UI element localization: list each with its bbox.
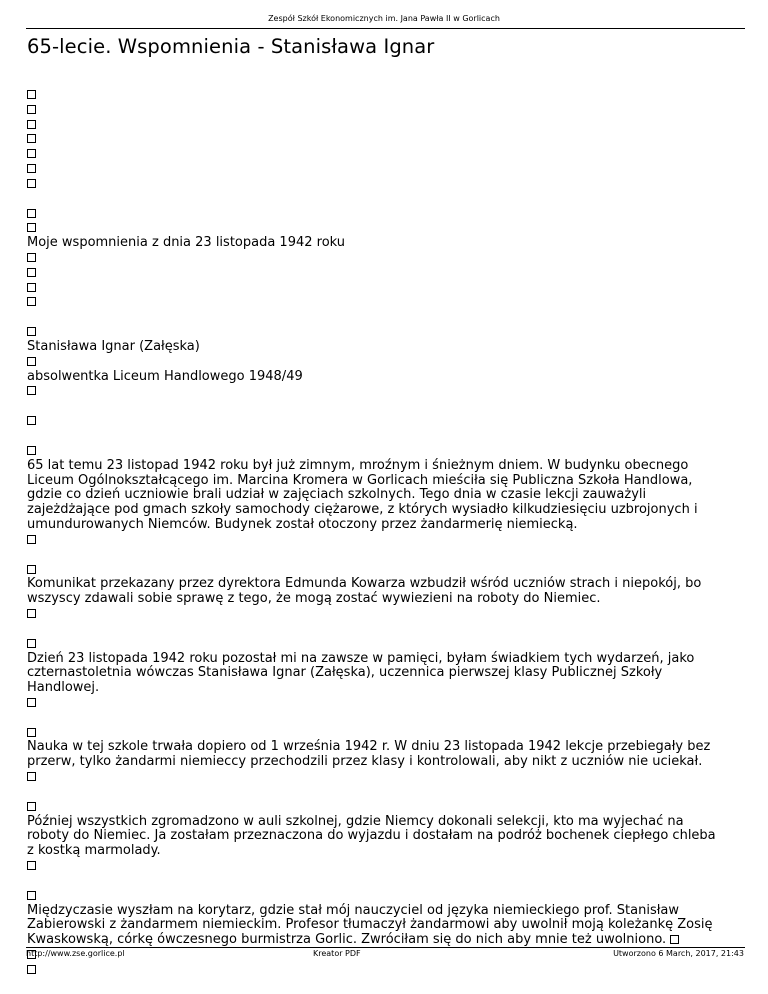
- paragraph-line: Handlowej.: [27, 680, 100, 696]
- paragraph-line: Nauka w tej szkole trwała dopiero od 1 września 1942 r. W dniu 23 listopada 1942 lekcje przebiegały bez: [27, 739, 711, 755]
- author-affiliation: absolwentka Liceum Handlowego 1948/49: [27, 368, 303, 384]
- paragraph-line: zajeżdżające pod gmach szkoły samochody ciężarowe, z których wysiadło kilkudziesięciu uzbrojonych i: [27, 502, 698, 518]
- missing-glyph-box-icon: [27, 728, 36, 737]
- missing-glyph-box-icon: [27, 120, 36, 129]
- missing-glyph-box-icon: [27, 105, 36, 114]
- paragraph-line: z kostką marmolady.: [27, 843, 161, 859]
- paragraph-line: Kwaskowską, córkę ówczesnego burmistrza Gorlic. Zwróciłam się do nich aby mnie też uwolniono.: [27, 932, 667, 948]
- paragraph-line: Zabierowski z żandarmem niemieckim. Profesor tłumaczył żandarmowi aby uwolnił moją koleżankę Zosię: [27, 917, 713, 933]
- missing-glyph-box-icon: [27, 565, 36, 574]
- missing-glyph-box-icon: [27, 90, 36, 99]
- paragraph-line: czternastoletnia wówczas Stanisława Ignar (Załęska), uczennica pierwszej klasy Publicznej Szkoły: [27, 665, 663, 681]
- missing-glyph-box-icon: [27, 535, 36, 544]
- missing-glyph-box-icon: [27, 891, 36, 900]
- missing-glyph-box-icon: [27, 639, 36, 648]
- missing-glyph-box-icon: [670, 935, 679, 944]
- footer-created-date: Utworzono 6 March, 2017, 21:43: [613, 949, 744, 958]
- missing-glyph-box-icon: [27, 416, 36, 425]
- paragraph-line: Dzień 23 listopada 1942 roku pozostał mi na zawsze w pamięci, byłam świadkiem tych wydarzeń, jako: [27, 650, 695, 666]
- paragraph-line: wszyscy zdawali sobie sprawę z tego, że mogą zostać wywiezieni na roboty do Niemiec.: [27, 591, 601, 607]
- missing-glyph-box-icon: [27, 698, 36, 707]
- missing-glyph-box-icon: [27, 297, 36, 306]
- page-header: Zespół Szkół Ekonomicznych im. Jana Pawła II w Gorlicach: [268, 14, 500, 23]
- paragraph-line: 65 lat temu 23 listopad 1942 roku był już zimnym, mroźnym i śnieżnym dniem. W budynku obecnego: [27, 457, 689, 473]
- article-body: [27, 88, 727, 978]
- author-name: Stanisława Ignar (Załęska): [27, 338, 200, 354]
- missing-glyph-box-icon: [27, 609, 36, 618]
- paragraph-line: Międzyczasie wyszłam na korytarz, gdzie stał mój nauczyciel od języka niemieckiego prof. Stanisław: [27, 902, 680, 918]
- missing-glyph-box-icon: [27, 209, 36, 218]
- missing-glyph-box-icon: [27, 357, 36, 366]
- missing-glyph-box-icon: [27, 386, 36, 395]
- missing-glyph-box-icon: [27, 327, 36, 336]
- paragraph-line: Później wszystkich zgromadzono w auli szkolnej, gdzie Niemcy dokonali selekcji, kto ma wyjechać na: [27, 813, 684, 829]
- footer-site-link[interactable]: http://www.zse.gorlice.pl: [26, 949, 125, 958]
- missing-glyph-box-icon: [27, 283, 36, 292]
- paragraph-line: przerw, tylko żandarmi niemieccy przechodzili przez klasy i kontrolowali, aby nikt z uczniów nie uciekał.: [27, 754, 703, 770]
- paragraph-line: Komunikat przekazany przez dyrektora Edmunda Kowarza wzbudził wśród uczniów strach i niepokój, bo: [27, 576, 702, 592]
- paragraph-line: Liceum Ogólnokształcącego im. Marcina Kromera w Gorlicach mieściła się Publiczna Szkoła Handlowa,: [27, 472, 693, 488]
- footer-divider: [26, 947, 745, 948]
- missing-glyph-box-icon: [27, 965, 36, 974]
- missing-glyph-box-icon: [27, 149, 36, 158]
- paragraph-line: umundurowanych Niemców. Budynek został otoczony przez żandarmerię niemiecką.: [27, 516, 578, 532]
- missing-glyph-box-icon: [27, 446, 36, 455]
- footer-generator: Kreator PDF: [313, 949, 361, 958]
- missing-glyph-box-icon: [27, 134, 36, 143]
- missing-glyph-box-icon: [27, 802, 36, 811]
- header-divider: [26, 28, 745, 29]
- page-title: 65-lecie. Wspomnienia - Stanisława Ignar: [27, 35, 435, 58]
- missing-glyph-box-icon: [27, 223, 36, 232]
- missing-glyph-box-icon: [27, 268, 36, 277]
- missing-glyph-box-icon: [27, 179, 36, 188]
- memoir-heading: Moje wspomnienia z dnia 23 listopada 1942 roku: [27, 235, 346, 251]
- paragraph-line: roboty do Niemiec. Ja zostałam przeznaczona do wyjazdu i dostałam na podróż bochenek ciepłego chleba: [27, 828, 716, 844]
- missing-glyph-box-icon: [27, 861, 36, 870]
- paragraph-line: gdzie co dzień uczniowie brali udział w zajęciach szkolnych. Tego dnia w czasie lekcji zauważyli: [27, 487, 647, 503]
- missing-glyph-box-icon: [27, 164, 36, 173]
- missing-glyph-box-icon: [27, 253, 36, 262]
- missing-glyph-box-icon: [27, 772, 36, 781]
